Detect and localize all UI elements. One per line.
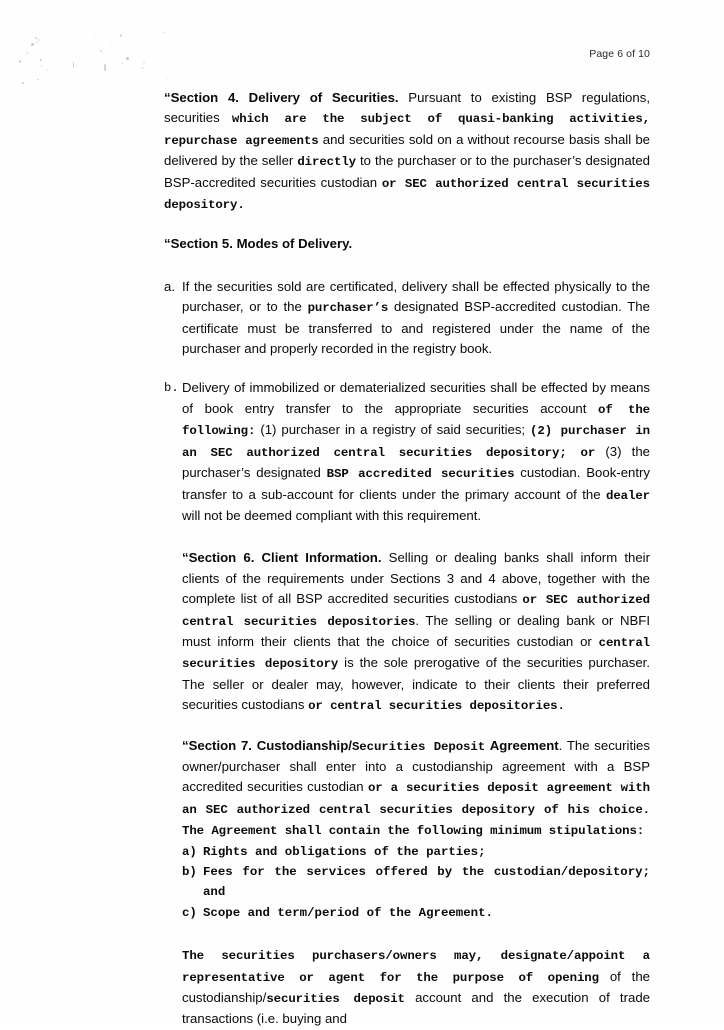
document-body — [164, 88, 650, 1030]
item-b-run-5: (3) the purchaser’s designated — [182, 443, 650, 481]
section-7-paragraph — [182, 736, 650, 842]
section-6-title: Client Information. — [261, 550, 382, 566]
section-4-run-6: or SEC authorized central securities depository. — [164, 176, 650, 213]
stipulation-text-b: Fees for the services offered by the custodian/depository; and — [203, 865, 650, 900]
item-b-run-8: dealer — [605, 488, 650, 503]
list-item — [164, 378, 650, 526]
section-7-title-part-3: Agreement — [489, 737, 559, 753]
list-item-a-text — [182, 277, 650, 360]
section-7-block — [164, 736, 650, 924]
item-b-run-1: Delivery of immobilized or dematerialized securities shall be effected by means of book entry transfer to the appropriate securities account — [182, 380, 650, 416]
closing-run-2: of the custodianship/ — [182, 968, 650, 1006]
section-5-number: “Section 5. — [164, 236, 233, 252]
section-4-title: Delivery of Securities. — [248, 90, 399, 105]
section-5-title: Modes of Delivery. — [236, 236, 353, 252]
page-number-header: Page 6 of 10 — [589, 48, 650, 60]
section-6-run-6: or central securities depositories. — [308, 699, 565, 714]
section-7-run-2: or a securities deposit agreement with an SEC authorized central securities depository of his choice. The Agreement shall contain the following minimum stipulations: — [182, 781, 650, 839]
section-7-number: “Section 7. — [182, 737, 252, 753]
item-b-run-3: (1) purchaser in a registry of said securities; — [260, 422, 526, 438]
section-6-run-2: or SEC authorized central securities depositories — [182, 593, 650, 629]
stipulation-marker-b: b) — [182, 865, 197, 879]
section-4-run-1: Pursuant to existing BSP regulations, securities — [164, 90, 650, 126]
closing-run-4: account and the execution of trade transactions (i.e. buying and — [182, 990, 650, 1027]
section-6-run-5: is the sole prerogative of the securities purchaser. The seller or dealer may, however, indicate to their clients their preferred securities custodians — [182, 655, 650, 713]
scan-noise-artifacts — [18, 30, 168, 90]
stipulation-marker-c: c) — [182, 905, 197, 920]
section-4-run-2: which are the subject of quasi-banking activities, repurchase agreements — [164, 112, 650, 148]
section-6-run-1: Selling or dealing banks shall inform their clients of the requirements under Sections 3 and 4 above, together with the complete list of all BSP accredited securities custodians — [182, 550, 650, 607]
list-item — [182, 903, 650, 923]
item-a-run-1: If the securities sold are certificated, delivery shall be effected physically to the purchaser, or to the — [182, 278, 650, 315]
section-6-paragraph — [182, 548, 650, 716]
closing-paragraph — [182, 945, 650, 1030]
section-4-run-3: and securities sold on a without recourse basis shall be delivered by the seller — [164, 131, 650, 169]
section-7-title-part-1: Custodianship/ — [256, 737, 352, 753]
stipulation-marker-a: a) — [182, 844, 197, 859]
item-b-run-6: BSP accredited securities — [326, 467, 515, 482]
closing-block — [164, 945, 650, 1030]
section-6-block — [164, 548, 650, 716]
list-item — [182, 862, 650, 903]
section-5-list — [164, 277, 650, 526]
section-4-run-5: to the purchaser or to the purchaser’s designated BSP-accredited securities custodian — [164, 153, 650, 190]
list-item — [182, 842, 650, 862]
list-item-marker-b: b. — [164, 381, 179, 396]
stipulation-text-c: Scope and term/period of the Agreement. — [203, 905, 493, 920]
list-item-marker-a: a. — [164, 278, 175, 294]
section-5-heading — [164, 234, 650, 254]
list-item — [164, 277, 650, 360]
section-4-paragraph — [164, 88, 650, 215]
section-6-run-4: central securities depository — [182, 635, 650, 672]
closing-run-1: The securities purchasers/owners may, designate/appoint a representative or agent for the purpose of opening — [182, 949, 650, 985]
section-7-run-1: . The securities owner/purchaser shall enter into a custodianship agreement with a BSP accredited securities custodian — [182, 737, 650, 795]
item-b-run-9: will not be deemed compliant with this requirement. — [182, 507, 482, 523]
stipulation-text-a: Rights and obligations of the parties; — [203, 844, 486, 859]
item-a-run-3: designated BSP-accredited custodian. The certificate must be transferred to and registered under the name of the purchaser and properly recorded in the registry book. — [182, 299, 650, 357]
item-b-run-4: (2) purchaser in an SEC authorized central securities depository; or — [182, 424, 650, 460]
section-4-run-4: directly — [297, 155, 356, 170]
list-item-b-text — [182, 378, 650, 526]
closing-run-3: securities deposit — [266, 992, 405, 1007]
item-b-run-2: of the following: — [182, 402, 650, 439]
section-7-title-part-2: Securities Deposit — [351, 739, 486, 754]
section-6-number: “Section 6. — [182, 550, 255, 566]
item-b-run-7: custodian. Book-entry transfer to a sub-account for clients under the primary account of the — [182, 465, 651, 502]
section-4-number: “Section 4. — [164, 90, 239, 105]
item-a-run-2: purchaser’s — [307, 301, 389, 316]
section-6-run-3: . The selling or dealing bank or NBFI must inform their clients that the choice of securities custodian or — [182, 612, 650, 649]
section-7-stipulation-list — [182, 842, 650, 924]
